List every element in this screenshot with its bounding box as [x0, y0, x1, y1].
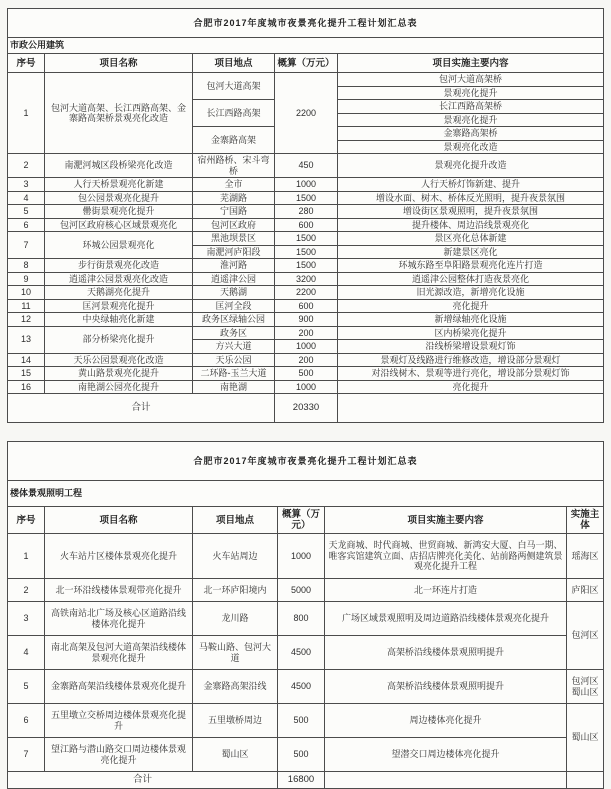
- table-cell: 金寨路高架沿线: [193, 670, 278, 704]
- table-cell: 景观亮化改造: [338, 140, 604, 154]
- table-cell: 1000: [278, 534, 325, 579]
- table-cell: 1000: [275, 340, 338, 354]
- table-cell: 7: [8, 738, 45, 772]
- table-cell: 新建景区亮化: [338, 245, 604, 259]
- table-cell: 800: [278, 602, 325, 636]
- table-cell: 5: [8, 205, 45, 219]
- table-cell: 包河大道高架: [193, 73, 275, 100]
- table-cell: 火车站周边: [193, 534, 278, 579]
- table-cell: 南艳湖: [193, 380, 275, 394]
- column-header: 序号: [8, 54, 45, 73]
- table-row: [8, 636, 604, 670]
- table-cell: 提升楼体、周边沿线景观亮化: [338, 218, 604, 232]
- table-cell: 4: [8, 636, 45, 670]
- table-cell: 蜀山区: [567, 704, 604, 772]
- total-row: [8, 772, 604, 789]
- table-cell: 1000: [275, 178, 338, 192]
- table-cell: 合计: [8, 394, 275, 423]
- column-header: 概算（万元）: [278, 507, 325, 534]
- building-landscape-lighting-table: [7, 441, 604, 789]
- table-cell: 人行天桥灯饰新建、提升: [338, 178, 604, 192]
- table-cell: 16: [8, 380, 45, 394]
- section-label: 市政公用建筑: [8, 38, 604, 54]
- table-cell: 12: [8, 313, 45, 327]
- table-cell: 增设水面、树木、桥体反光照明，提升夜景氛围: [338, 191, 604, 205]
- table-cell: 10: [8, 286, 45, 300]
- table-cell: 环城东路至阜阳路景观亮化连片打造: [338, 259, 604, 273]
- table-cell: 500: [278, 704, 325, 738]
- table-cell: 对沿线树木、景观等进行亮化，增设部分景观灯饰: [338, 367, 604, 381]
- table-cell: 逍遥津公园景观亮化改造: [45, 272, 193, 286]
- table-cell: 周边楼体亮化提升: [325, 704, 567, 738]
- table-row: [8, 670, 604, 704]
- table-row: [8, 313, 604, 327]
- table-row: [8, 367, 604, 381]
- header-row: [8, 507, 604, 534]
- table-cell: 罍街景观亮化提升: [45, 205, 193, 219]
- table-row: [8, 738, 604, 772]
- table-cell: 匡河全段: [193, 299, 275, 313]
- table-cell: 全市: [193, 178, 275, 192]
- table-cell: 6: [8, 704, 45, 738]
- table-cell: 南北高架及包河大道高架沿线楼体景观亮化提升: [45, 636, 193, 670]
- table-cell: 亮化提升: [338, 299, 604, 313]
- table-row: [8, 299, 604, 313]
- table-row: [8, 232, 604, 246]
- table-cell: 1500: [275, 245, 338, 259]
- table-cell: 5000: [278, 578, 325, 602]
- table-cell: 景观灯及线路进行维修改造，增设部分景观灯: [338, 353, 604, 367]
- table-cell: 芜湖路: [193, 191, 275, 205]
- table-cell: 13: [8, 326, 45, 353]
- table-cell: 黑池坝景区: [193, 232, 275, 246]
- table-cell: 北一环沿线楼体景观带亮化提升: [45, 578, 193, 602]
- table-cell: 1000: [275, 380, 338, 394]
- table-cell: 500: [275, 367, 338, 381]
- table-cell: 南淝河庐阳段: [193, 245, 275, 259]
- table-cell: 包河区政府核心区域景观亮化: [45, 218, 193, 232]
- column-header: 项目名称: [45, 507, 193, 534]
- table-cell: [325, 772, 567, 789]
- page-title: 合肥市2017年度城市夜景亮化提升工程计划汇总表: [8, 442, 604, 481]
- table-row: [8, 380, 604, 394]
- table-cell: 4: [8, 191, 45, 205]
- table-row: [8, 9, 604, 38]
- table-cell: 高架桥沿线楼体景观照明提升: [325, 636, 567, 670]
- table-cell: 6: [8, 218, 45, 232]
- table-cell: 五里墩桥周边: [193, 704, 278, 738]
- table-cell: 亮化提升: [338, 380, 604, 394]
- table-row: [8, 73, 604, 87]
- table-row: [8, 534, 604, 579]
- table-cell: 景观亮化提升: [338, 113, 604, 127]
- table-cell: [338, 394, 604, 423]
- table-cell: 包河区政府: [193, 218, 275, 232]
- table-cell: 3: [8, 178, 45, 192]
- table-cell: 450: [275, 154, 338, 178]
- table-cell: 人行天桥景观亮化新建: [45, 178, 193, 192]
- table-cell: 3200: [275, 272, 338, 286]
- table-cell: 部分桥梁亮化提升: [45, 326, 193, 353]
- header-row: [8, 54, 604, 73]
- table-row: [8, 154, 604, 178]
- table-cell: 天乐公园景观亮化改造: [45, 353, 193, 367]
- table-cell: 包河大道高架、长江西路高架、金寨路高架桥景观亮化改造: [45, 73, 193, 154]
- table-cell: 黄山路景观亮化提升: [45, 367, 193, 381]
- table-cell: 政务区: [193, 326, 275, 340]
- table-cell: 北一环连片打造: [325, 578, 567, 602]
- table-row: [8, 205, 604, 219]
- table-row: [8, 602, 604, 636]
- table-cell: 600: [275, 299, 338, 313]
- table-cell: 政务区绿轴公园: [193, 313, 275, 327]
- table-cell: 马鞍山路、包河大道: [193, 636, 278, 670]
- table-cell: 沿线桥梁增设景观灯饰: [338, 340, 604, 354]
- table-cell: [567, 772, 604, 789]
- table-cell: 逍遥津公园整体打造夜景亮化: [338, 272, 604, 286]
- table-cell: 宿州路桥、宋斗弯桥: [193, 154, 275, 178]
- table-cell: 金寨路高架沿线楼体景观亮化提升: [45, 670, 193, 704]
- table-cell: 长江西路高架桥: [338, 100, 604, 114]
- table-cell: 合计: [8, 772, 278, 789]
- table-cell: 增设街区景观照明，提升夜景氛围: [338, 205, 604, 219]
- table-cell: 15: [8, 367, 45, 381]
- table-cell: 长江西路高架: [193, 100, 275, 127]
- table-cell: 4500: [278, 670, 325, 704]
- column-header: 项目地点: [193, 507, 278, 534]
- table-cell: 南艳湖公园亮化提升: [45, 380, 193, 394]
- table-row: [8, 481, 604, 507]
- table-cell: 五里墩立交桥周边楼体景观亮化提升: [45, 704, 193, 738]
- table-row: [8, 704, 604, 738]
- table-cell: 金寨路高架桥: [338, 127, 604, 141]
- table-cell: 9: [8, 272, 45, 286]
- table-cell: 龙川路: [193, 602, 278, 636]
- table-cell: 5: [8, 670, 45, 704]
- table-cell: 包河区蜀山区: [567, 670, 604, 704]
- table-cell: 宁国路: [193, 205, 275, 219]
- table-cell: 新增绿轴亮化设施: [338, 313, 604, 327]
- column-header: 项目实施主要内容: [325, 507, 567, 534]
- column-header: 项目名称: [45, 54, 193, 73]
- table-cell: 2200: [275, 73, 338, 154]
- table-cell: 200: [275, 326, 338, 340]
- table-cell: 北一环庐阳境内: [193, 578, 278, 602]
- column-header: 实施主体: [567, 507, 604, 534]
- table-cell: 庐阳区: [567, 578, 604, 602]
- table-cell: 7: [8, 232, 45, 259]
- table-cell: 步行街景观亮化改造: [45, 259, 193, 273]
- table-cell: 16800: [278, 772, 325, 789]
- table-cell: 景观亮化提升改造: [338, 154, 604, 178]
- table-cell: 景区亮化总体新建: [338, 232, 604, 246]
- municipal-public-buildings-table: [7, 8, 604, 423]
- table-cell: 天鹅湖亮化提升: [45, 286, 193, 300]
- table-cell: 广场区域景观照明及周边道路沿线楼体景观亮化提升: [325, 602, 567, 636]
- table-cell: 11: [8, 299, 45, 313]
- table-cell: 1500: [275, 259, 338, 273]
- table-cell: 8: [8, 259, 45, 273]
- table-cell: 景观亮化提升: [338, 86, 604, 100]
- table-cell: 二环路-玉兰大道: [193, 367, 275, 381]
- table-row: [8, 259, 604, 273]
- table-cell: 包河区: [567, 602, 604, 670]
- table-cell: 淮河路: [193, 259, 275, 273]
- table-cell: 南淝河城区段桥梁亮化改造: [45, 154, 193, 178]
- table-cell: 1: [8, 73, 45, 154]
- table-cell: 2200: [275, 286, 338, 300]
- table-cell: 2: [8, 578, 45, 602]
- table-cell: 14: [8, 353, 45, 367]
- table-cell: 高架桥沿线楼体景观照明提升: [325, 670, 567, 704]
- table-cell: 望江路与潜山路交口周边楼体景观亮化提升: [45, 738, 193, 772]
- table-row: [8, 353, 604, 367]
- column-header: 项目实施主要内容: [338, 54, 604, 73]
- table-cell: 4500: [278, 636, 325, 670]
- table-row: [8, 578, 604, 602]
- table-cell: 逍遥津公园: [193, 272, 275, 286]
- table-row: [8, 326, 604, 340]
- table-cell: 区内桥梁亮化提升: [338, 326, 604, 340]
- table-cell: 1: [8, 534, 45, 579]
- table-cell: 包河大道高架桥: [338, 73, 604, 87]
- column-header: 概算（万元）: [275, 54, 338, 73]
- table-cell: 1500: [275, 232, 338, 246]
- table-cell: 蜀山区: [193, 738, 278, 772]
- table-cell: 天鹅湖: [193, 286, 275, 300]
- table-row: [8, 218, 604, 232]
- table-row: [8, 38, 604, 54]
- table-cell: 天乐公园: [193, 353, 275, 367]
- table-cell: 280: [275, 205, 338, 219]
- page-title: 合肥市2017年度城市夜景亮化提升工程计划汇总表: [8, 9, 604, 38]
- table-cell: 金寨路高架: [193, 127, 275, 154]
- table-cell: 3: [8, 602, 45, 636]
- table-row: [8, 191, 604, 205]
- table-cell: 1500: [275, 191, 338, 205]
- table-cell: 旧光源改造，新增亮化设施: [338, 286, 604, 300]
- table-row: [8, 272, 604, 286]
- table-cell: 600: [275, 218, 338, 232]
- table-cell: 匡河景观亮化提升: [45, 299, 193, 313]
- table-cell: 包公园景观亮化提升: [45, 191, 193, 205]
- column-header: 序号: [8, 507, 45, 534]
- table-gap: [7, 423, 604, 441]
- column-header: 项目地点: [193, 54, 275, 73]
- table-cell: 高铁南站北广场及核心区道路沿线楼体亮化提升: [45, 602, 193, 636]
- table-cell: 环城公园景观亮化: [45, 232, 193, 259]
- table-row: [8, 178, 604, 192]
- table-cell: 瑶海区: [567, 534, 604, 579]
- section-label: 楼体景观照明工程: [8, 481, 604, 507]
- total-row: [8, 394, 604, 423]
- table-cell: 天龙商城、时代商城、世贸商城、新鸿安大厦、白马一期、唯客宾馆建筑立面、店招店牌亮化美化、站前路两侧建筑景观亮化提升工程: [325, 534, 567, 579]
- table-cell: 200: [275, 353, 338, 367]
- table-cell: 方兴大道: [193, 340, 275, 354]
- table-row: [8, 442, 604, 481]
- table-cell: 20330: [275, 394, 338, 423]
- table-cell: 火车站片区楼体景观亮化提升: [45, 534, 193, 579]
- table-cell: 2: [8, 154, 45, 178]
- table-cell: 500: [278, 738, 325, 772]
- table-cell: 望潜交口周边楼体亮化提升: [325, 738, 567, 772]
- table-cell: 900: [275, 313, 338, 327]
- table-cell: 中央绿轴亮化新建: [45, 313, 193, 327]
- table-row: [8, 286, 604, 300]
